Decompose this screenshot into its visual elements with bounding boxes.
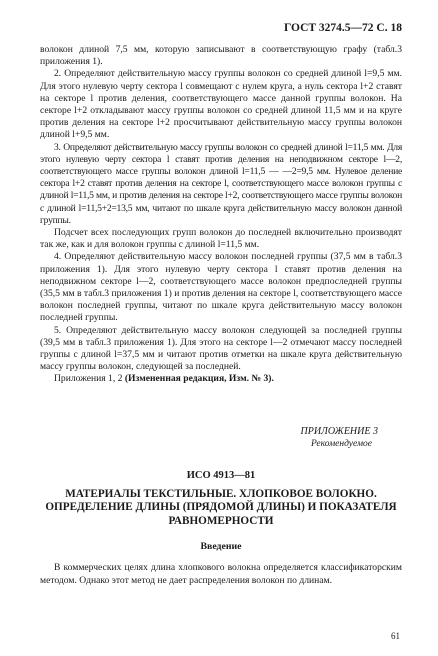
paragraph-3: 3. Определяют действительную массу группы волокон со средней длиной l=11,5 мм. Для этого нулевую черту сектора l ставят против деления на неподвижном секторе l—2, соответствующего массе группы волокон длиной l=11,5 — —2=9,5 мм. Нулевое деление сектора l+2 ставят против деления на секторе l, соответствующего массе волокон группы с длиной l=11,5 мм, и против деления на секторе l+2, соответствующего массе группы волокон с длиной l=11,5+2=13,5 мм, читают по шкале круга действительную массу волокон данной группы. <box>40 141 402 226</box>
body-text <box>40 44 402 386</box>
appendix-label-block <box>40 426 402 450</box>
paragraph-2: 2. Определяют действительную массу группы волокон со средней длиной l=9,5 мм. Для этого нулевую черту сектора l совмещают с нулем круга, а нуль сектора l+2 ставят на секторе l против деления, соответствующего массе данной группы волокон. На секторе l+2 откладывают массу группы волокон со средней длиной 11,5 мм и на круге против деления на секторе l+2 просчитывают действительную массу группы волокон длиной l+9,5 мм. <box>40 68 402 141</box>
paragraph-5: 4. Определяют действительную массу волокон последней группы (37,5 мм в табл.3 приложения 1). Для этого нулевую черту сектора l ставят против деления на неподвижном секторе l—2, соответствующего массе волокон предпоследней группы (35,5 мм в табл.3 приложения 1) и против деления на секторе l, соответствующего массе волокон последней группы, читают по шкале круга действительную массу волокон последней группы. <box>40 251 402 324</box>
appendices-note-text: Приложения 1, 2 <box>54 373 125 385</box>
intro-heading: Введение <box>200 541 242 553</box>
iso-number: ИСО 4913—81 <box>186 469 256 481</box>
title-line-2: ОПРЕДЕЛЕНИЕ ДЛИНЫ (ПРЯДОМОЙ ДЛИНЫ) И ПОКАЗАТЕЛЯ <box>45 501 397 514</box>
paragraph-1: волокон длиной 7,5 мм, которую записывают в соответствующую графу (табл.3 приложения 1). <box>40 44 402 68</box>
intro-paragraph: В коммерческих целях длина хлопкового волокна определяется классификаторским методом. Однако этот метод не дает распределения волокон по длинам. <box>40 562 402 586</box>
page-header: ГОСТ 3274.5—72 С. 18 <box>283 22 402 34</box>
page-number: 61 <box>391 631 400 641</box>
appendix-status: Рекомендуемое <box>310 438 372 449</box>
document-title <box>40 488 402 529</box>
amendment-note: (Измененная редакция, Изм. № 3). <box>124 373 274 385</box>
paragraph-6: 5. Определяют действительную массу волокон следующей за последней группы (39,5 мм в табл.3 приложения 1). Для этого на секторе l—2 отмечают массу последней группы с длиной l=37,5 мм и читают против отметки на шкале круга действительную массу группы волокон, следующей за последней. <box>40 324 402 373</box>
appendix-label: ПРИЛОЖЕНИЕ 3 <box>300 425 378 437</box>
title-line-3: РАВНОМЕРНОСТИ <box>168 514 274 527</box>
title-line-1: МАТЕРИАЛЫ ТЕКСТИЛЬНЫЕ. ХЛОПКОВОЕ ВОЛОКНО. <box>65 487 377 500</box>
appendices-note <box>40 373 402 385</box>
paragraph-4: Подсчет всех последующих групп волокон до последней включительно производят так же, как и для волокон группы с длиной l=11,5 мм. <box>40 227 402 251</box>
